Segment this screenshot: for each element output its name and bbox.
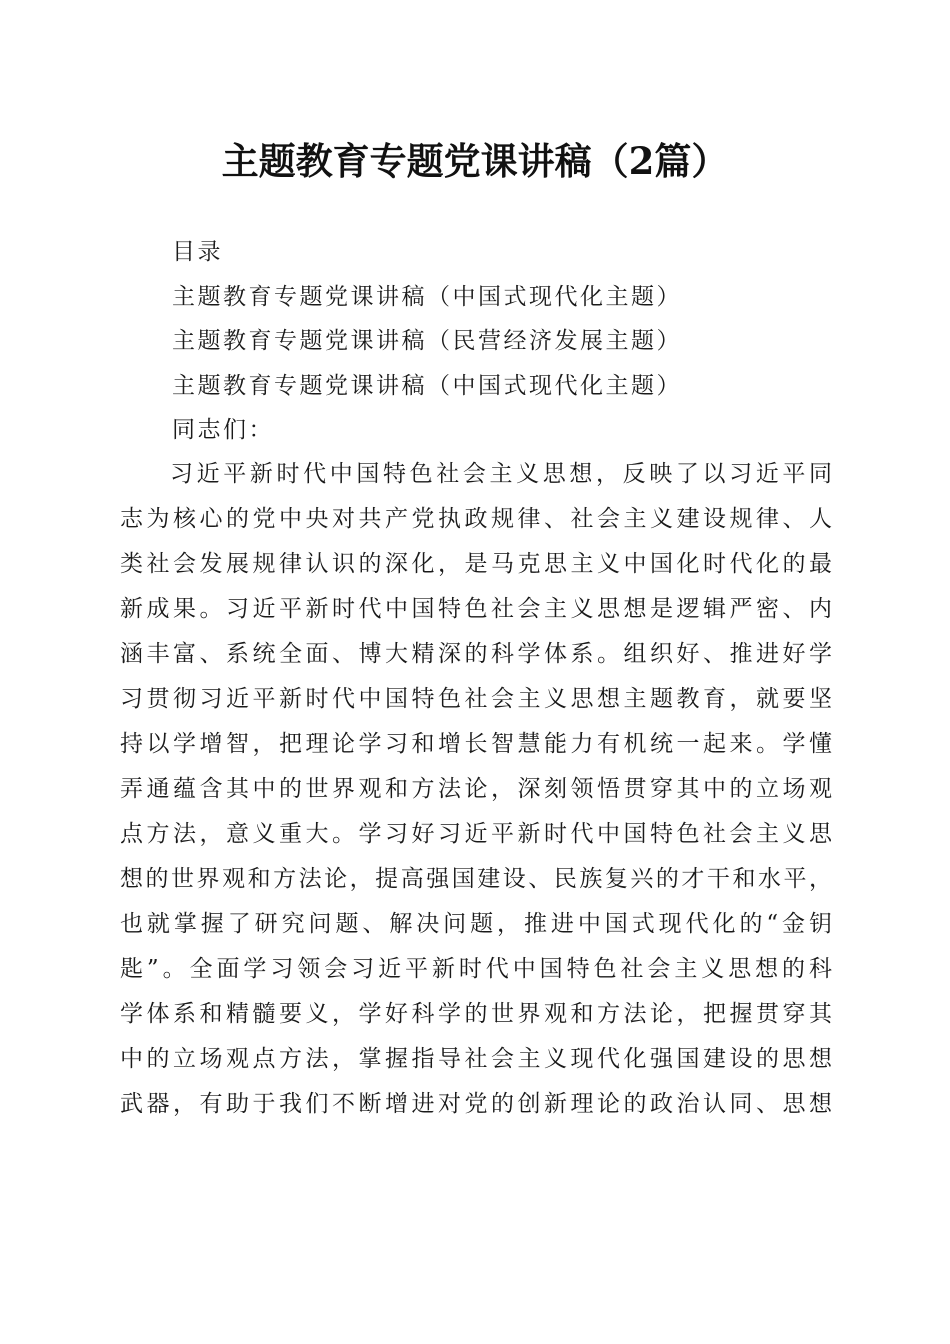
table-of-contents (172, 230, 872, 453)
body-line: 弄通蕴含其中的世界观和方法论，深刻领悟贯穿其中的立场观 (120, 776, 832, 802)
toc-item: 主题教育专题党课讲稿（民营经济发展主题） (172, 328, 682, 354)
body-line: 持以学增智，把理论学习和增长智慧能力有机统一起来。学懂 (120, 731, 832, 757)
body-line: 武器，有助于我们不断增进对党的创新理论的政治认同、思想 (120, 1091, 832, 1117)
body-line: 习贯彻习近平新时代中国特色社会主义思想主题教育，就要坚 (120, 686, 832, 712)
body-paragraph (120, 452, 832, 1127)
body-line: 习近平新时代中国特色社会主义思想，反映了以习近平同 (170, 461, 832, 487)
body-line: 新成果。习近平新时代中国特色社会主义思想是逻辑严密、内 (120, 596, 832, 622)
body-line: 类社会发展规律认识的深化，是马克思主义中国化时代化的最 (120, 551, 832, 577)
body-line: 点方法，意义重大。学习好习近平新时代中国特色社会主义思 (120, 821, 832, 847)
toc-item: 主题教育专题党课讲稿（中国式现代化主题） (172, 283, 682, 310)
toc-heading: 目录 (172, 239, 223, 265)
body-line: 志为核心的党中央对共产党执政规律、社会主义建设规律、人 (120, 506, 832, 532)
salutation: 同志们： (172, 417, 274, 443)
document-title: 主题教育专题党课讲稿（2篇） (221, 139, 729, 183)
body-line: 学体系和精髓要义，学好科学的世界观和方法论，把握贯穿其 (120, 1001, 832, 1027)
body-line: 也就掌握了研究问题、解决问题，推进中国式现代化的“金钥 (120, 911, 832, 937)
body-line: 涵丰富、系统全面、博大精深的科学体系。组织好、推进好学 (120, 641, 832, 667)
body-line: 想的世界观和方法论，提高强国建设、民族复兴的才干和水平， (120, 866, 832, 892)
body-line: 匙”。全面学习领会习近平新时代中国特色社会主义思想的科 (120, 956, 832, 982)
toc-item: 主题教育专题党课讲稿（中国式现代化主题） (172, 372, 682, 399)
body-line: 中的立场观点方法，掌握指导社会主义现代化强国建设的思想 (120, 1046, 832, 1072)
